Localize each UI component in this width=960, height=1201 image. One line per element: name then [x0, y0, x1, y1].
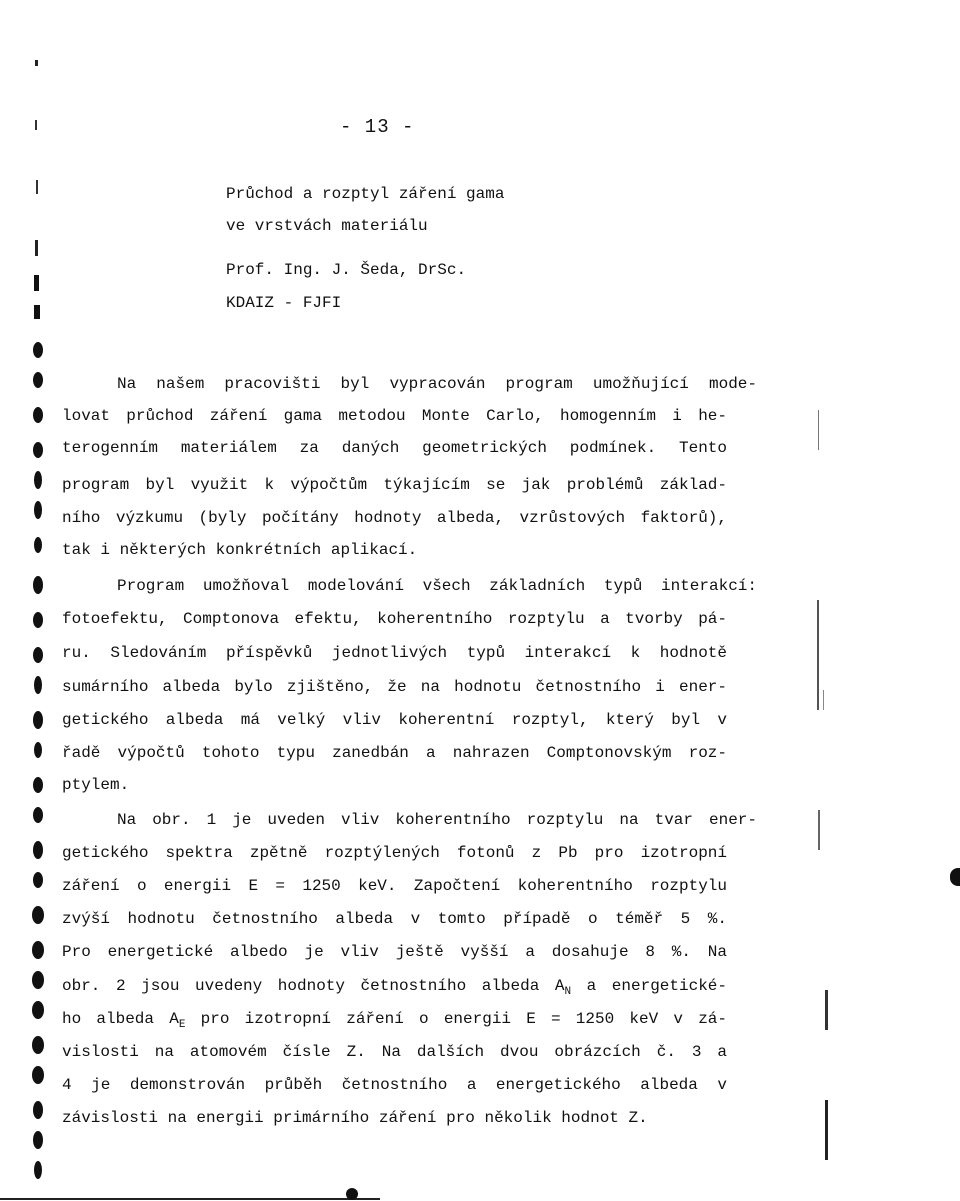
paragraph-2-line: ru. Sledováním příspěvků jednotlivých typů interakcí k hodnotě	[62, 644, 727, 662]
paragraph-3-line: 4 je demonstrován průběh četnostního a energetického albeda v	[62, 1076, 727, 1094]
line-text: obr. 2 jsou uvedeny hodnoty četnostního albeda A	[62, 977, 565, 995]
affiliation: KDAIZ - FJFI	[226, 294, 342, 312]
paragraph-2-line: ptylem.	[62, 776, 130, 794]
subscript: N	[564, 986, 572, 998]
paragraph-3-line: záření o energii E = 1250 keV. Započtení koherentního rozptylu	[62, 877, 727, 895]
margin-marks	[815, 410, 835, 1190]
paragraph-1-line: lovat průchod záření gama metodou Monte Carlo, homogenním i he-	[62, 407, 727, 425]
paragraph-3-line: getického spektra zpětně rozptýlených fotonů z Pb pro izotropní	[62, 844, 727, 862]
paragraph-1-line: tak i některých konkrétních aplikací.	[62, 541, 418, 559]
bottom-edge-mark	[0, 1188, 380, 1201]
scan-blot	[950, 868, 960, 886]
paragraph-3-line	[62, 976, 727, 1002]
paragraph-3-line: Na obr. 1 je uveden vliv koherentního rozptylu na tvar ener-	[117, 811, 757, 829]
paragraph-2-line: fotoefektu, Comptonova efektu, koherentního rozptylu a tvorby pá-	[62, 610, 727, 628]
paragraph-1-line: terogenním materiálem za daných geometrických podmínek. Tento	[62, 439, 727, 457]
page-number: - 13 -	[340, 116, 415, 138]
paragraph-3-line	[62, 1009, 727, 1035]
subscript: E	[178, 1019, 186, 1031]
paragraph-1-line: program byl využit k výpočtům týkajícím se jak problémů základ-	[62, 476, 727, 494]
paragraph-3-line: zvýší hodnotu četnostního albeda v tomto případě o téměř 5 %.	[62, 910, 727, 928]
paragraph-2-line: Program umožňoval modelování všech základních typů interakcí:	[117, 577, 757, 595]
paragraph-1-line: ního výzkumu (byly počítány hodnoty albeda, vzrůstových faktorů),	[62, 509, 727, 527]
article-title-line2: ve vrstvách materiálu	[226, 217, 428, 235]
author: Prof. Ing. J. Šeda, DrSc.	[226, 261, 467, 279]
paragraph-3-line: závislosti na energii primárního záření pro několik hodnot Z.	[62, 1109, 648, 1127]
line-text: ho albeda A	[62, 1010, 179, 1028]
paragraph-2-line: řadě výpočtů tohoto typu zanedbán a nahrazen Comptonovským roz-	[62, 744, 727, 762]
paragraph-3-line: vislosti na atomovém čísle Z. Na dalších dvou obrázcích č. 3 a	[62, 1043, 727, 1061]
paragraph-3-line: Pro energetické albedo je vliv ještě vyšší a dosahuje 8 %. Na	[62, 943, 727, 961]
line-text: a energetické-	[571, 977, 728, 995]
article-title-line1: Průchod a rozptyl záření gama	[226, 185, 505, 203]
line-text: pro izotropní záření o energii E = 1250 keV v zá-	[185, 1010, 728, 1028]
paragraph-2-line: sumárního albeda bylo zjištěno, že na hodnotu četnostního i ener-	[62, 678, 727, 696]
binding-marks	[30, 60, 46, 1190]
paragraph-1-line: Na našem pracovišti byl vypracován program umožňující mode-	[117, 375, 757, 393]
paragraph-2-line: getického albeda má velký vliv koherentní rozptyl, který byl v	[62, 711, 727, 729]
